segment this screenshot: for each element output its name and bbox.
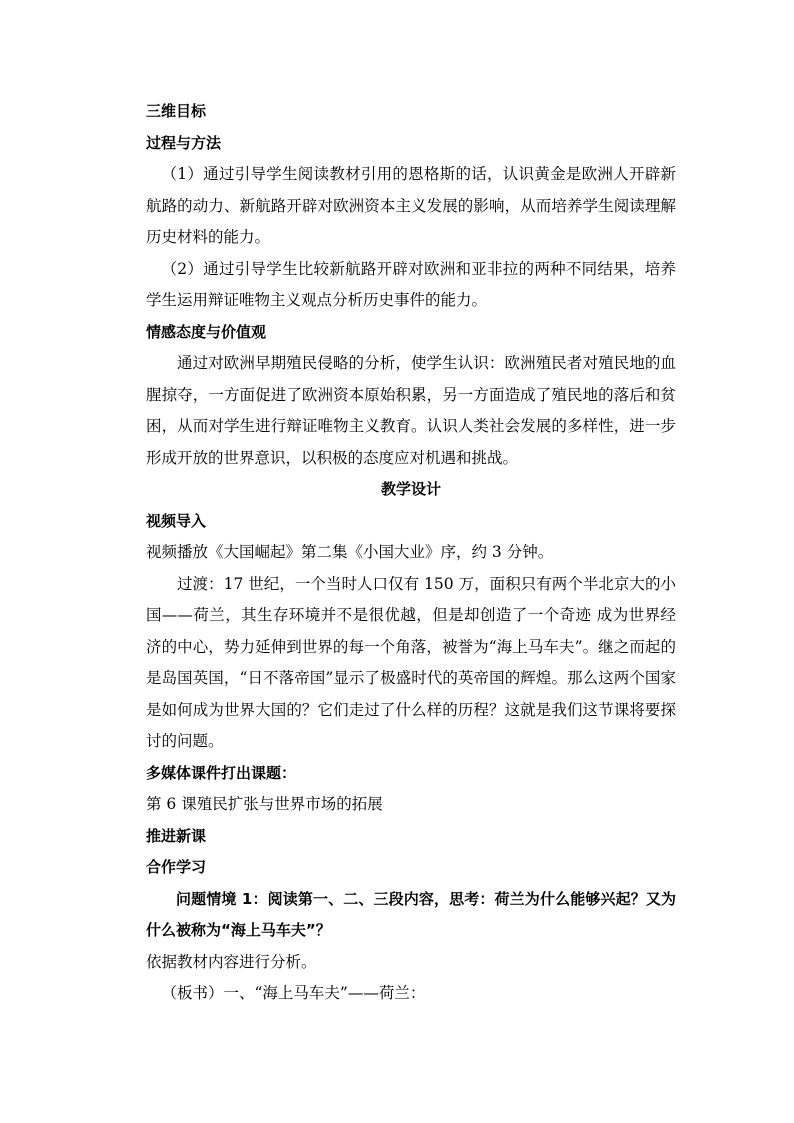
paragraph-video: 视频播放《大国崛起》第二集《小国大业》序，约 3 分钟。 <box>146 543 554 561</box>
paragraph-emotion: 通过对欧洲早期殖民侵略的分析，使学生认识：欧洲殖民者对殖民地的血腥掠夺，一方面促进了欧洲资本原始积累，另一方面造成了殖民地的落后和贫困，从而对学生进行辩证唯物主义教育。认识人类社会发展的多样性，进一步形成开放的世界意识，以积极的态度应对机遇和挑战。 <box>146 354 676 467</box>
heading-multimedia: 多媒体课件打出课题： <box>146 763 297 782</box>
paragraph-transition: 过渡：17 世纪，一个当时人口仅有 150 万，面积只有两个半北京大的小国——荷兰，其生存环境并不是很优越，但是却创造了一个奇迹 成为世界经济的中心，势力延伸到世界的每一个角落，被誉为“海上马车夫”。继之而起的是岛国英国，“日不落帝国”显示了极盛时代的英帝国的辉煌。那么这两个国家是如何成为世界大国的？它们走过了什么样的历程？这就是我们这节课将要探讨的问题。 <box>146 574 676 750</box>
paragraph-board-note: （板书）一、“海上马车夫”——荷兰： <box>161 984 426 1002</box>
heading-process-and-methods: 过程与方法 <box>146 133 222 152</box>
heading-emotion-attitude-values: 情感态度与价值观 <box>146 322 267 341</box>
paragraph-process-1: （1）通过引导学生阅读教材引用的恩格斯的话，认识黄金是欧洲人开辟新航路的动力、新航路开辟对欧洲资本主义发展的影响，从而培养学生阅读理解历史材料的能力。 <box>146 165 676 246</box>
paragraph-process-2: （2）通过引导学生比较新航路开辟对欧洲和亚非拉的两种不同结果，培养学生运用辩证唯物主义观点分析历史事件的能力。 <box>146 259 676 309</box>
heading-video-intro: 视频导入 <box>146 511 207 530</box>
heading-teaching-design: 教学设计 <box>380 480 441 498</box>
heading-advance-lesson: 推进新课 <box>146 826 207 845</box>
paragraph-analysis: 依据教材内容进行分析。 <box>146 952 317 971</box>
heading-cooperative-learning: 合作学习 <box>146 858 207 876</box>
paragraph-question-1: 问题情境 1：阅读第一、二、三段内容，思考：荷兰为什么能够兴起？又为什么被称为“海上马车夫”？ <box>146 889 676 939</box>
paragraph-topic: 第 6 课殖民扩张与世界市场的拓展 <box>146 795 383 813</box>
document-body <box>146 96 676 1010</box>
heading-three-dimensional-goals: 三维目标 <box>146 102 207 120</box>
